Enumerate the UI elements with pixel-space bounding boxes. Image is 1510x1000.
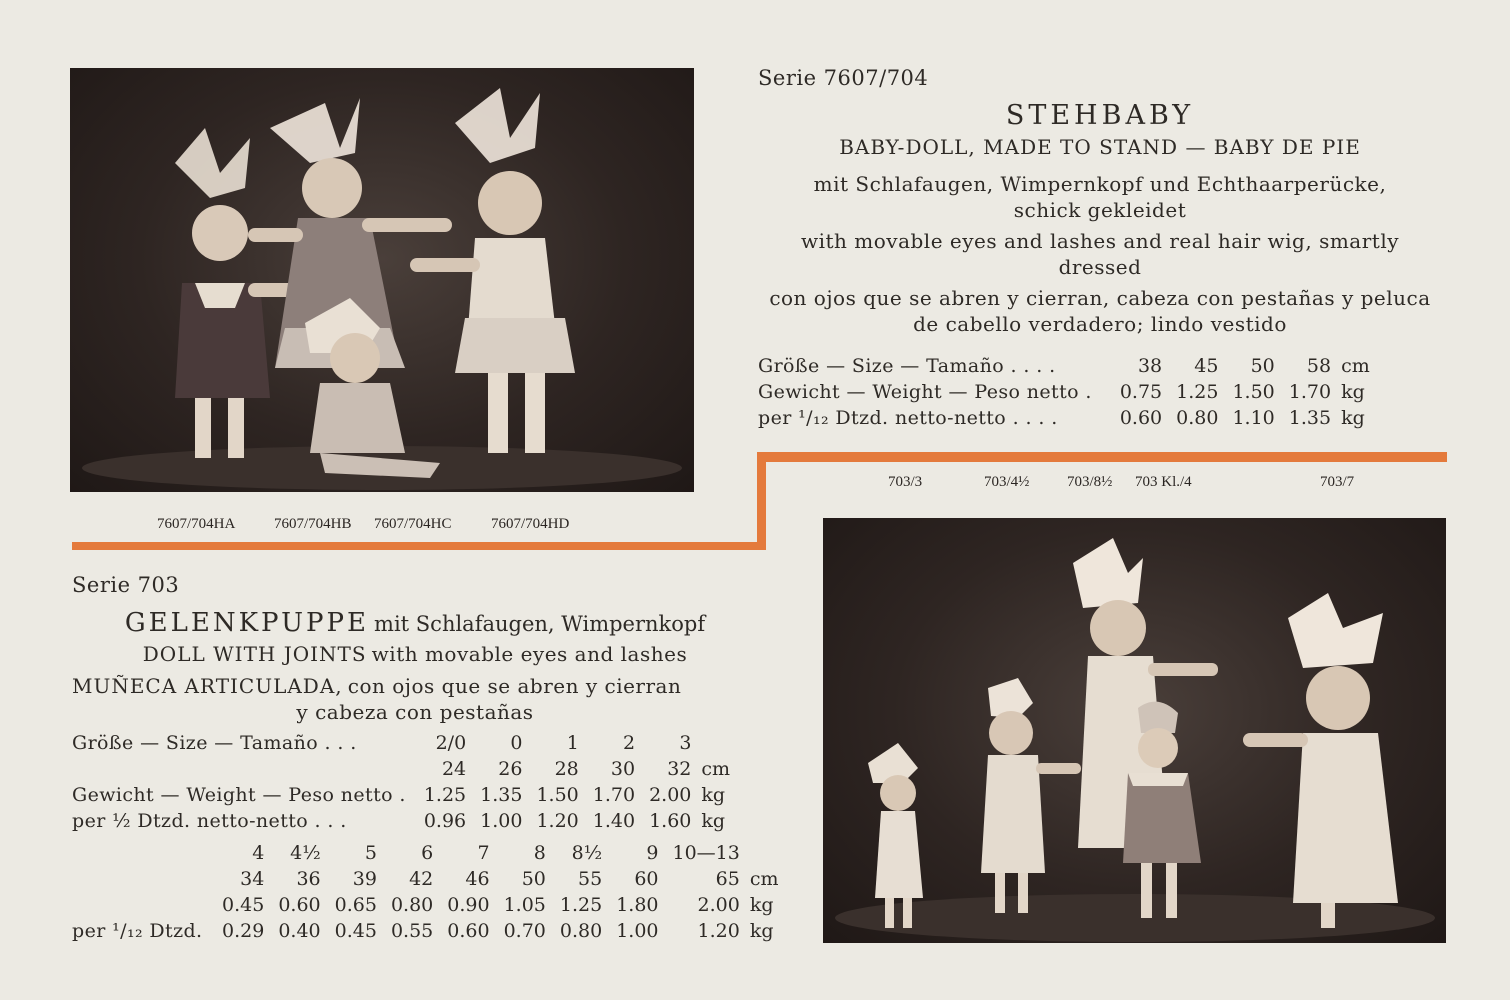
gelenkpuppe-spec-table-1 [72,730,730,834]
gp2-price: 0.29 [222,920,265,942]
weight-value: 1.70 [1288,381,1332,403]
size-value: 38 [1137,355,1163,377]
gp2-price: 0.80 [559,920,603,942]
gp2-size: 46 [465,868,490,890]
gp2-number: 9 [646,842,659,864]
gp2-size: 34 [240,868,265,890]
gp2-price-unit: kg [749,920,774,942]
gp-number: 1 [566,732,579,754]
caption-703-4-half: 703/4½ [984,474,1030,490]
gp-size: 30 [610,758,636,780]
caption-703-7: 703/7 [1320,474,1355,490]
gp2-size: 50 [521,868,546,890]
stehbaby-weight-row [758,379,1370,405]
gp2-price: 0.55 [390,920,434,942]
caption-7607-704hd: 7607/704HD [491,516,570,532]
gp-weight: 1.70 [592,784,636,806]
gp2-size: 39 [352,868,377,890]
gp-size: 28 [554,758,579,780]
gp-weight: 1.35 [480,784,523,806]
weight-value: 1.50 [1232,381,1275,403]
gelenkpuppe-serie: Serie 703 [72,573,180,597]
gp-price-label: per ½ Dtzd. netto-netto . . . [72,810,347,832]
gp-weight-unit: kg [701,784,726,806]
gp2-price: 0.40 [278,920,321,942]
gp-weight: 1.50 [536,784,579,806]
gelenkpuppe-spec-table-2 [72,840,779,944]
weight-unit: kg [1341,381,1365,403]
gp2-size-unit: cm [749,868,779,890]
gp2-price-label: per ¹/₁₂ Dtzd. [72,920,203,942]
gp-weight: 2.00 [649,784,692,806]
gp-weight-row [72,782,730,808]
gp-price: 1.20 [536,810,579,832]
muneca-articulada: MUÑECA ARTICULADA, [72,674,343,698]
weight-label: Gewicht — Weight — Peso netto . [758,381,1092,403]
gelenkpuppe-title-line [60,608,770,638]
gp-number: 0 [510,732,523,754]
caption-703-3: 703/3 [888,474,923,490]
gp2-number: 5 [364,842,377,864]
doll-with-joints: DOLL WITH JOINTS [142,642,367,666]
gp-price-row [72,808,730,834]
muneca-articulada-rest: con ojos que se abren y cierran [347,674,682,698]
stehbaby-spanish-line1: con ojos que se abren y cierran, cabeza con pestañas y peluca [769,286,1431,310]
gp2-size-row [72,866,779,892]
gp2-weight: 1.25 [559,894,603,916]
gp-size-unit: cm [701,758,731,780]
stehbaby-german-line2: schick gekleidet [1013,198,1187,222]
gp-number: 2 [623,732,636,754]
size-unit: cm [1341,355,1370,377]
price-value: 0.60 [1119,407,1163,429]
gp2-price: 1.00 [616,920,659,942]
gp-weight-label: Gewicht — Weight — Peso netto . [72,784,406,806]
price-label: per ¹/₁₂ Dtzd. netto-netto . . . . [758,407,1058,429]
stehbaby-english-line2: dressed [1058,255,1142,279]
stehbaby-german-line1: mit Schlafaugen, Wimpernkopf und Echthaarperücke, [813,172,1387,196]
gp2-number-row [72,840,779,866]
divider-rule-upper [757,452,1447,462]
gp2-price: 0.60 [447,920,490,942]
stehbaby-serie: Serie 7607/704 [758,66,929,90]
caption-7607-704ha: 7607/704HA [157,516,236,532]
five-dolls-illustration [823,518,1446,943]
stehbaby-english-line1: with movable eyes and lashes and real hair wig, smartly [800,229,1400,253]
weight-value: 1.25 [1176,381,1219,403]
gp-weight: 1.25 [423,784,467,806]
gp2-number: 6 [421,842,434,864]
gp2-number: 4½ [290,842,321,864]
gp2-weight-row [72,892,779,918]
gp2-weight: 2.00 [697,894,740,916]
caption-7607-704hb: 7607/704HB [274,516,352,532]
gp-price-unit: kg [701,810,726,832]
size-label: Größe — Size — Tamaño . . . . [758,355,1056,377]
gp-size-label: Größe — Size — Tamaño . . . [72,732,357,754]
gelenkpuppe-title-rest: mit Schlafaugen, Wimpernkopf [374,612,706,636]
gp2-size: 36 [296,868,321,890]
caption-7607-704hc: 7607/704HC [374,516,452,532]
stehbaby-price-row [758,405,1370,431]
gp2-size: 42 [409,868,434,890]
stehbaby-subtitle: BABY-DOLL, MADE TO STAND — BABY DE PIE [839,135,1361,159]
size-value: 50 [1250,355,1275,377]
gp2-number: 8 [533,842,546,864]
gp2-number: 8½ [571,842,603,864]
gp-size: 26 [498,758,523,780]
four-dolls-illustration [70,68,694,492]
gp2-weight: 0.45 [222,894,265,916]
gp2-number: 4 [252,842,265,864]
divider-rule-lower [72,542,766,550]
gp2-price: 0.70 [503,920,546,942]
gp-number-row [72,730,730,756]
stehbaby-title: STEHBABY [1005,100,1195,131]
top-doll-photo [70,68,694,492]
gp2-weight: 0.65 [334,894,377,916]
gp-price: 0.96 [423,810,467,832]
gp-size: 32 [667,758,692,780]
gp-price: 1.00 [480,810,523,832]
price-value: 1.10 [1232,407,1275,429]
gp2-weight-unit: kg [749,894,774,916]
gp2-size: 65 [715,868,740,890]
gp2-weight: 0.60 [278,894,321,916]
gelenkpuppe-pestanas-line: y cabeza con pestañas [296,700,534,724]
gp-size-row [72,756,730,782]
gelenkpuppe-muneca-line [72,674,681,698]
doll-with-joints-rest: with movable eyes and lashes [371,642,688,666]
price-value: 1.35 [1288,407,1332,429]
size-value: 58 [1306,355,1332,377]
price-value: 0.80 [1176,407,1219,429]
gp2-weight: 0.90 [447,894,490,916]
gp2-size: 55 [578,868,603,890]
gp2-size: 60 [634,868,659,890]
gp2-number: 7 [477,842,490,864]
bottom-doll-photo [823,518,1446,943]
gp-number: 2/0 [435,732,467,754]
price-unit: kg [1341,407,1365,429]
divider-rule-vertical [757,452,766,550]
gp2-price: 0.45 [334,920,377,942]
gp2-weight: 0.80 [390,894,434,916]
stehbaby-spec-table [758,353,1370,431]
weight-value: 0.75 [1119,381,1163,403]
gp2-number: 10—13 [672,842,740,864]
gp-price: 1.60 [649,810,692,832]
size-value: 45 [1194,355,1219,377]
gp2-price-row [72,918,779,944]
gp2-price: 1.20 [697,920,740,942]
stehbaby-size-row [758,353,1370,379]
caption-703-8-half: 703/8½ [1067,474,1113,490]
gp-number: 3 [679,732,692,754]
caption-703-kl-4: 703 Kl./4 [1135,474,1192,490]
gelenkpuppe-doll-line [60,642,770,666]
gp2-weight: 1.80 [616,894,659,916]
gp2-weight: 1.05 [503,894,546,916]
gp-price: 1.40 [592,810,636,832]
gp-size: 24 [441,758,467,780]
stehbaby-spanish-line2: de cabello verdadero; lindo vestido [913,312,1287,336]
gelenkpuppe-title: GELENKPUPPE [124,608,369,638]
